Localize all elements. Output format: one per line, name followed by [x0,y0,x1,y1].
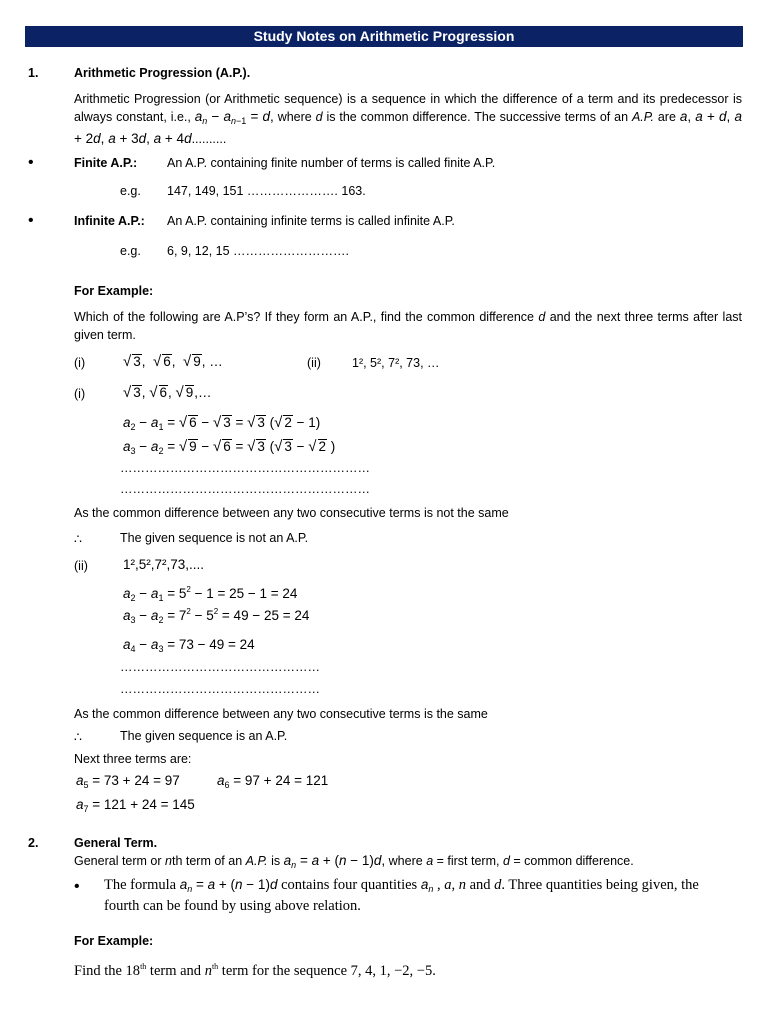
definition-text-b: where [277,110,312,124]
example-text-a: Find the 18 [74,963,141,979]
difference-eq-5: $a_4 - a_3 = 73 - 49 = 24$ [123,637,255,654]
item-label: (i) [74,356,86,370]
section-number: 2. [28,836,39,850]
general-term-line: General term or nth term of an A.P. is $a_n = a + (n - 1)d$, where a = first term, d = common difference. [74,853,634,870]
finite-text: An A.P. containing finite number of terms is called finite A.P. [167,156,496,170]
difference-eq-2: $a_3 - a_2$ = √ 9 − √ 6 = √ 3 (√ 3 − √ 2 ) [123,438,336,456]
section-number: 1. [28,66,39,80]
general-term-text-d: where [388,854,423,868]
continuation-dots: …………………………………………………… [120,482,370,496]
general-term-text-f: = common difference. [513,854,634,868]
therefore-text: The given sequence is an A.P. [120,729,288,743]
sequence-i: √ 3, √ 6, √ 9, … [123,353,223,370]
for-example-heading: For Example: [74,284,154,298]
item-label: (i) [74,387,86,401]
continuation-dots: …………………………………………………… [120,461,370,475]
bullet-icon: • [74,878,80,895]
next-terms-heading: Next three terms are: [74,752,192,766]
formula-note-a: The formula [104,877,177,893]
difference-eq-4: $a_3 - a_2 = 7^2 - 5^2 = 49 - 25 = 24$ [123,607,310,625]
sequence-i-repeat: √ 3, √ 6, √ 9,… [123,384,212,401]
sequence-ii-repeat: 1²,5²,7²,73,.... [123,557,205,572]
general-term-text-b: th term of an [171,854,243,868]
bullet-icon: • [28,212,34,229]
item-label: (ii) [74,559,88,573]
therefore-icon: ∴ [74,532,82,546]
formula-note-c: and [469,877,491,893]
item-label: (ii) [307,356,321,370]
finite-label: Finite A.P.: [74,156,138,170]
example-text-b: term and [149,963,202,979]
example-question: Find the 18th term and $n^{th}$ term for the sequence 7, 4, 1, −2, −5. [74,962,436,979]
definition-text: Arithmetic Progression (or Arithmetic sequence) is a sequence in which the difference of a term and its predecessor is always constant, i.e., [74,92,742,124]
formula-note-b: contains four quantities [281,877,418,893]
general-term-text-a: General term or [74,854,162,868]
bullet-icon: • [28,154,34,171]
infinite-text: An A.P. containing infinite terms is called infinite A.P. [167,214,455,228]
formula-note-line1: The formula $a_n = a + (n - 1)d$ contains four quantities $a_n$ , a, n and d. Three quantities being given, the [104,877,699,894]
section-heading: General Term. [74,836,158,850]
sequence-ii: 1², 5², 7², 73, … [352,356,440,370]
finite-example: 147, 149, 151 …………………. 163. [167,184,366,198]
next-term-a6: $a_6 = 97 + 24 = 121$ [217,773,329,790]
continuation-dots: ………………………………………… [120,682,320,696]
therefore-icon: ∴ [74,730,82,744]
example-text-c: term for the sequence 7, 4, 1, −2, −5. [221,963,436,979]
therefore-text: The given sequence is not an A.P. [120,531,309,545]
difference-eq-3: $a_2 - a_1 = 5^2 - 1 = 25 - 1 = 24$ [123,585,298,603]
formula-note-d: Three quantities being given, the [508,877,699,893]
conclusion-text: As the common difference between any two consecutive terms is the same [74,707,488,721]
conclusion-text: As the common difference between any two consecutive terms is not the same [74,506,509,520]
infinite-example: 6, 9, 12, 15 ………………………. [167,244,349,258]
definition-text-c: is the common difference. The successive terms of an [326,110,629,124]
ap-definition: Arithmetic Progression (or Arithmetic sequence) is a sequence in which the difference of a term and its predecessor is always constant, i.e., $a_n - a_{n-1} = d$, where d is the common difference. The successive terms of an A.P. are a, a + d, a + 2d, a + 3d, a + 4d.......... [74,92,742,146]
section-heading: Arithmetic Progression (A.P.). [74,66,251,80]
next-term-a5: $a_5 = 73 + 24 = 97$ [76,773,180,790]
definition-text-d: are [657,110,676,124]
eg-label: e.g. [120,184,141,198]
difference-eq-1: $a_2 - a_1$ = √ 6 − √ 3 = √ 3 (√ 2 − 1) [123,414,321,432]
formula-note-line2: fourth can be found by using above relation. [104,898,361,914]
continuation-dots: ………………………………………… [120,660,320,674]
general-term-text-c: is [271,854,281,868]
question-part-a: Which of the following are A.P’s? If they form an A.P., find the common difference [74,310,535,324]
eg-label: e.g. [120,244,141,258]
general-term-text-e: = first term, [436,854,500,868]
question-part-b: and the next three terms after last given term. [74,310,742,342]
for-example-heading: For Example: [74,934,154,948]
page-title: Study Notes on Arithmetic Progression [25,26,743,47]
infinite-label: Infinite A.P.: [74,214,145,228]
question-text: Which of the following are A.P’s? If they form an A.P., find the common difference d and the next three terms after last given term. [74,310,742,342]
next-term-a7: $a_7 = 121 + 24 = 145$ [76,797,195,814]
